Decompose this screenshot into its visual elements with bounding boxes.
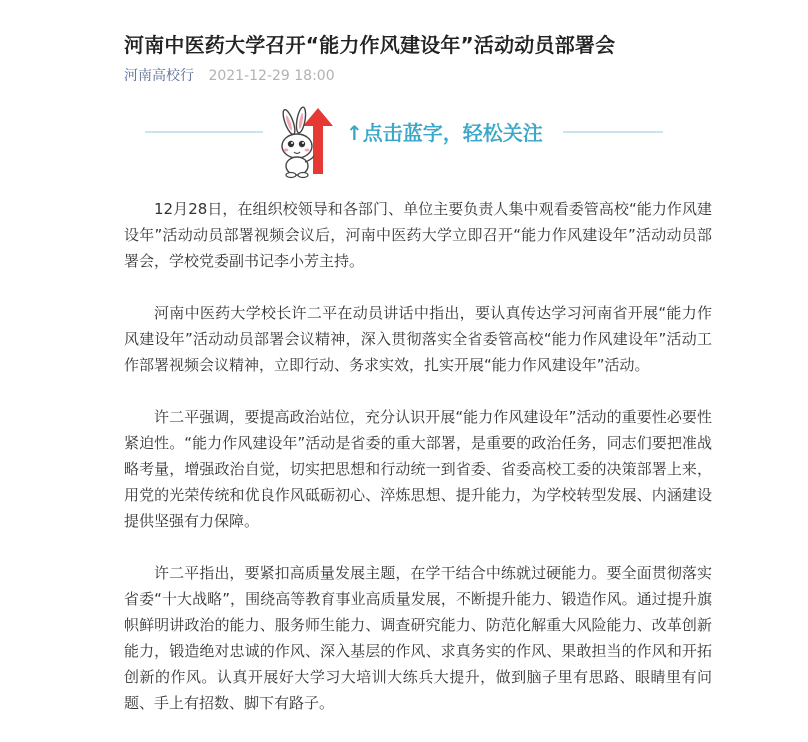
- article-paragraph: 许二平强调，要提高政治站位，充分认识开展“能力作风建设年”活动的重要性必要性紧迫性。“能力作风建设年”活动是省委的重大部署，是重要的政治任务，同志们要把准战略考量，增强政治自觉，切实把思想和行动统一到省委、省委高校工委的决策部署上来，用党的光荣传统和优良作风砥砺初心、淬炼思想、提升能力，为学校转型发展、内涵建设提供坚强有力保障。: [124, 408, 712, 530]
- article-paragraph: 12月28日，在组织校领导和各部门、单位主要负责人集中观看委管高校“能力作风建设年”活动动员部署视频会议后，河南中医药大学立即召开“能力作风建设年”活动动员部署会，学校党委副书记李小芳主持。: [124, 200, 712, 270]
- article-meta: [124, 66, 335, 86]
- article-body: [124, 196, 712, 742]
- article-paragraph: 许二平指出，要紧扣高质量发展主题，在学干结合中练就过硬能力。要全面贯彻落实省委“十大战略”，围绕高等教育事业高质量发展，不断提升能力、锻造作风。通过提升旗帜鲜明讲政治的能力、服务师生能力、调查研究能力、防范化解重大风险能力、改革创新能力，锻造绝对忠诚的作风、深入基层的作风、求真务实的作风、果敢担当的作风和开拓创新的作风。认真开展好大学习大培训大练兵大提升，做到脑子里有思路、眼睛里有问题、手上有招数、脚下有路子。: [124, 564, 712, 712]
- publish-date: 2021-12-29 18:00: [208, 68, 335, 84]
- rabbit-mascot-icon: [271, 104, 343, 180]
- article-paragraph: 河南中医药大学校长许二平在动员讲话中指出，要认真传达学习河南省开展“能力作风建设年”活动动员部署会议精神，深入贯彻落实全省委管高校“能力作风建设年”活动工作部署视频会议精神，立即行动、务求实效，扎实开展“能力作风建设年”活动。: [124, 304, 712, 374]
- article-title: 河南中医药大学召开“能力作风建设年”活动动员部署会: [124, 33, 616, 57]
- follow-prompt-text[interactable]: ↑点击蓝字，轻松关注: [346, 121, 543, 145]
- follow-banner[interactable]: [145, 96, 665, 182]
- banner-divider-right: [563, 131, 663, 133]
- banner-divider-left: [145, 131, 263, 133]
- author-link[interactable]: 河南高校行: [124, 68, 194, 84]
